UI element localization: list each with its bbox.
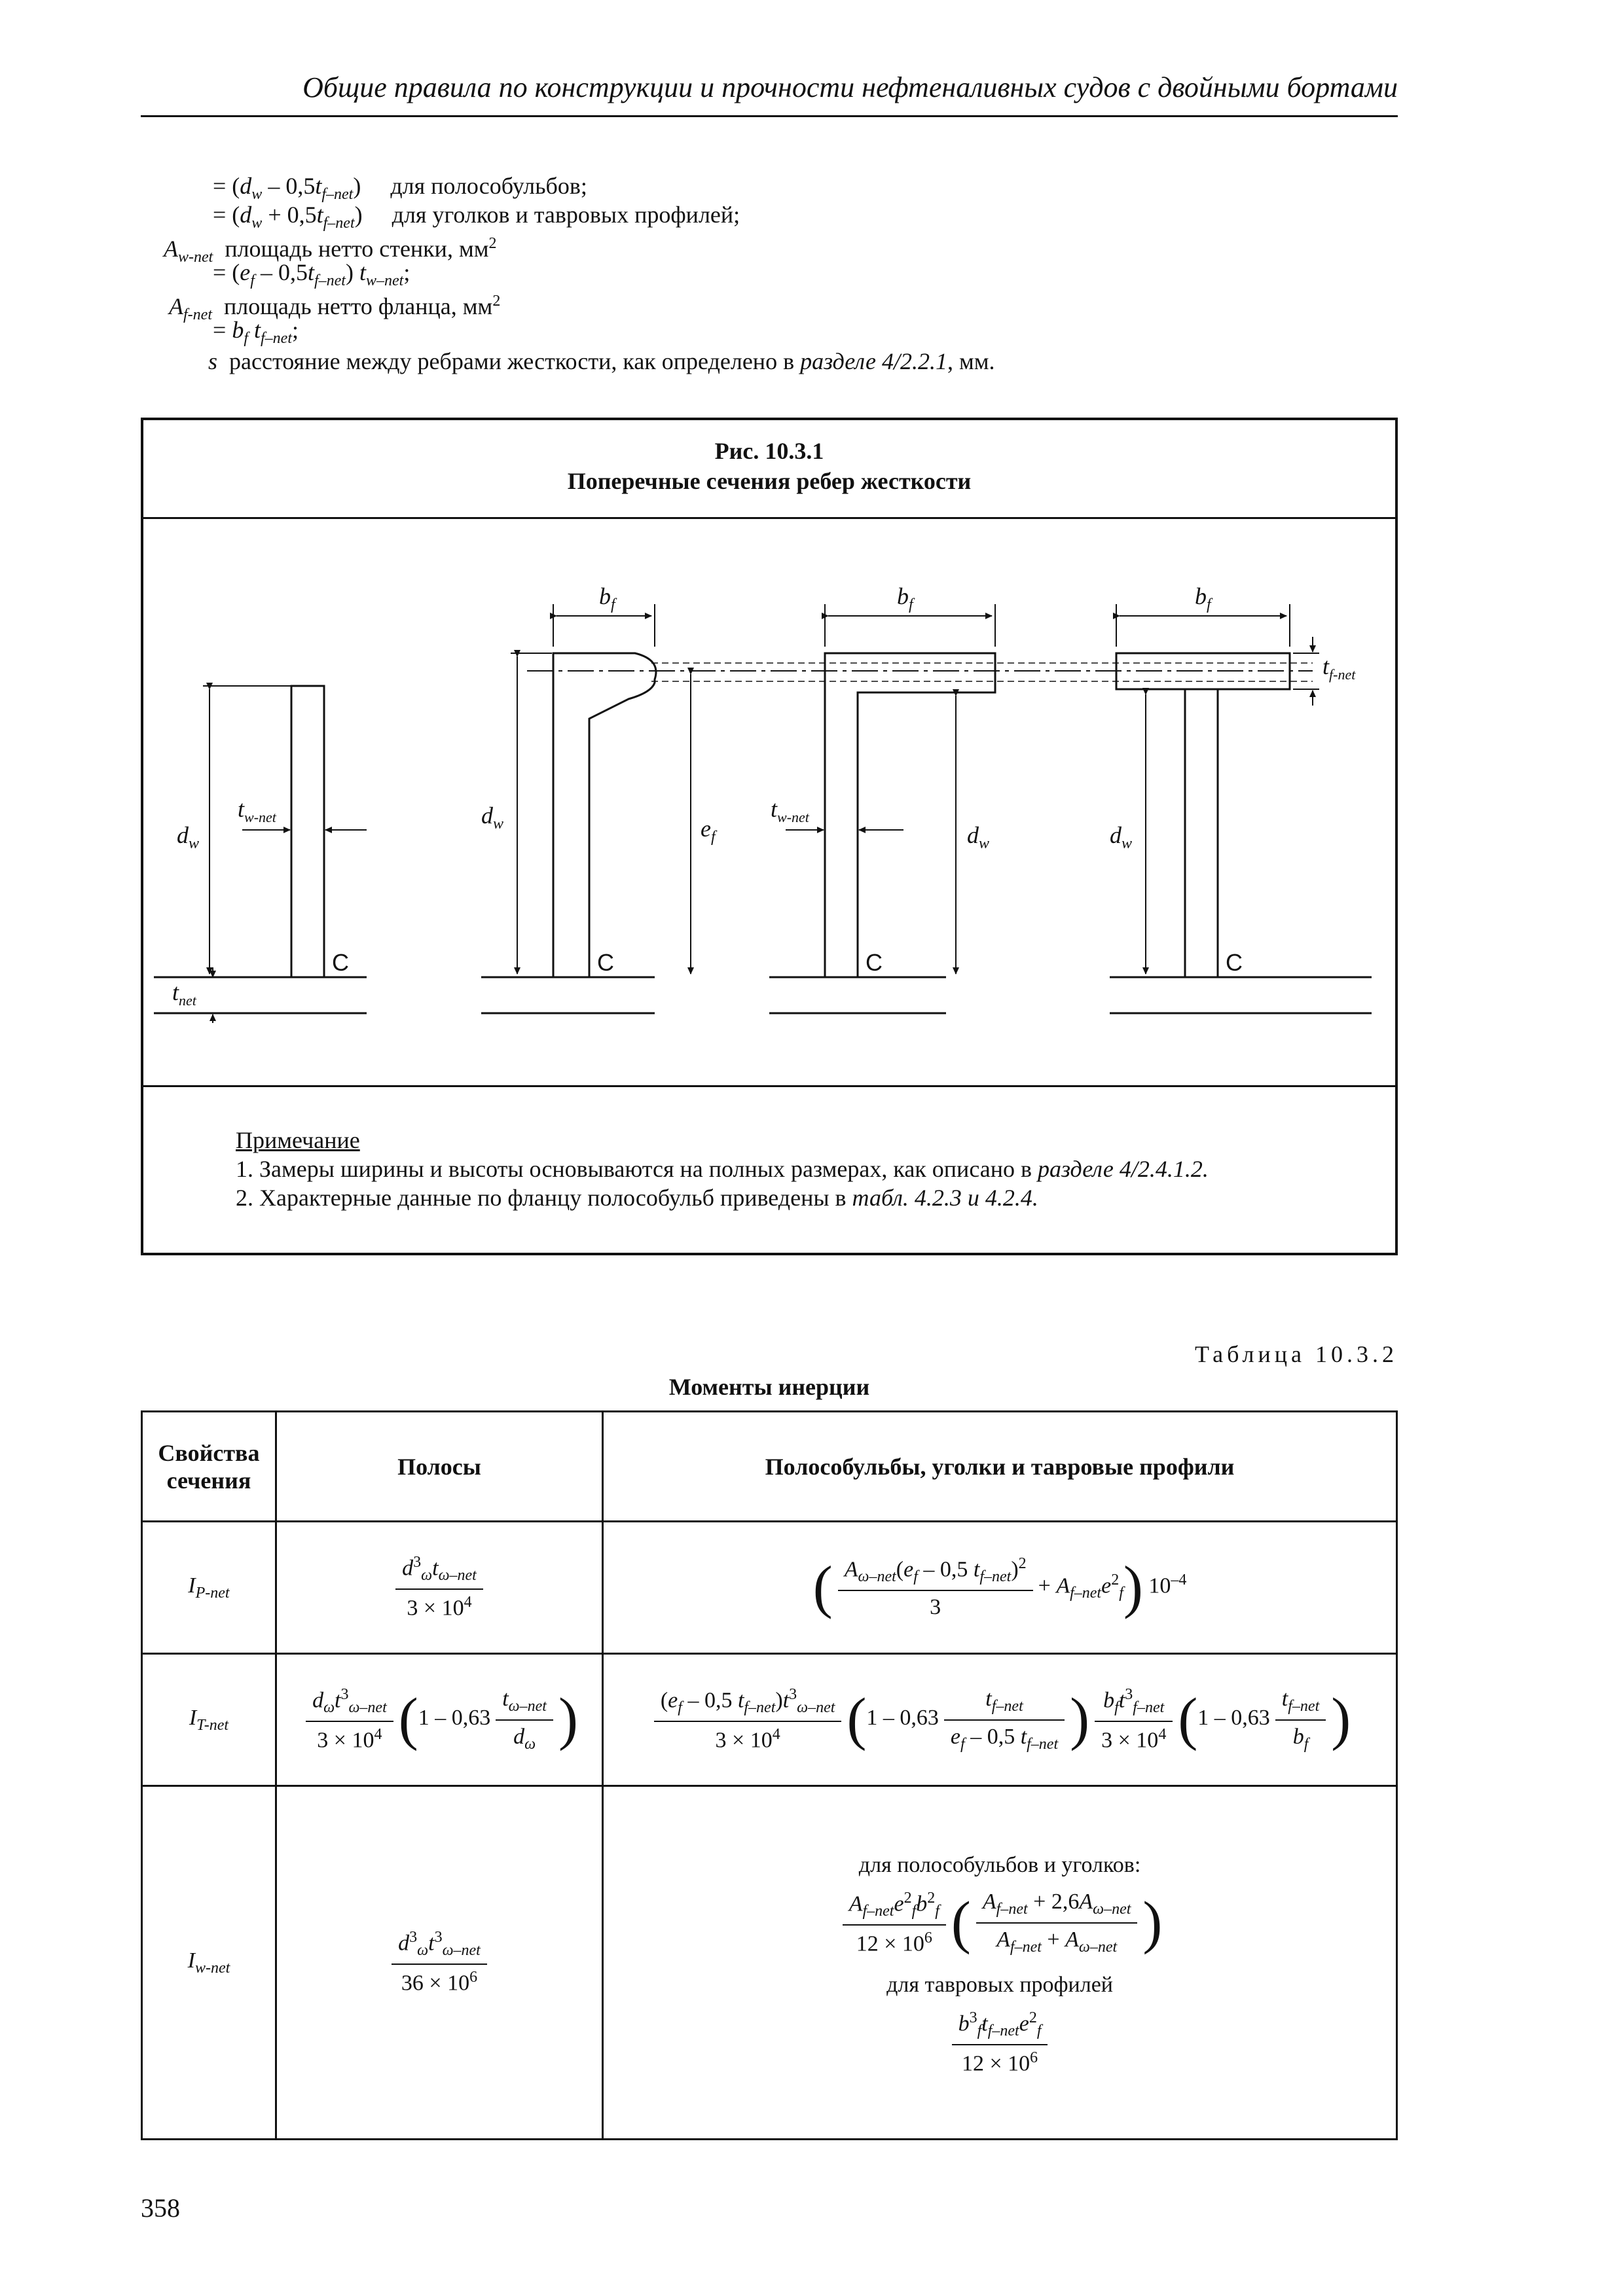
- formula-iw-profile: [603, 1786, 1397, 2140]
- label-tw-1: $t_{w-net}$: [238, 796, 276, 825]
- def-line-3: $A_{w-net}$ площадь нетто стенки, $мм^2$: [164, 235, 497, 266]
- def-line-2: = $(d_w + 0,5t_{f-net})$ для уголков и тавровых профилей;: [213, 202, 740, 232]
- label-dw-3: $d_w$: [967, 822, 990, 852]
- table-row: [142, 1654, 1397, 1786]
- formula-it-profile: $\frac{(e_f - 0,5 t_{f-net})t^3_{\omega-net}}{3 \times 10^4}$ (1 – 0,63 $\frac{t_{f-net}}{e_f - 0,5 t_{f-net}}$ ) $\frac{b_ft^3_{f-net}}{3 \times 10^4}$ (1 – 0,63 $\frac{t_{f-net}}{b_f}$ ): [603, 1654, 1397, 1786]
- formula-ip-strip: $\frac{d^3_\omega t_{\omega-net}}{3 \times 10^4}$: [276, 1522, 602, 1654]
- table-title: Моменты инерции: [668, 1374, 870, 1400]
- figure-title: Поперечные сечения ребер жесткости: [567, 468, 972, 494]
- label-dw-4: $d_w$: [1110, 822, 1133, 852]
- formula-ip-profile: ( $\frac{A_{\omega-net}(e_f - 0,5 t_{f-net})^2}{3}$ + $A_{f-net}e^2_f$) $10^{-4}$: [603, 1522, 1397, 1654]
- note-1: 1. Замеры ширины и высоты основываются на полных размерах, как описано в разделе 4/2.4.1.2.: [236, 1156, 1209, 1182]
- text-tee-profiles: для тавровых профилей: [886, 1972, 1113, 1997]
- table-row: [142, 1786, 1397, 2140]
- page-number: 358: [141, 2193, 180, 2223]
- note-heading: Примечание: [236, 1127, 360, 1153]
- def-line-6: = $b_f$ $t_{f-net}$;: [213, 317, 299, 348]
- label-dw-2: $d_w$: [481, 802, 504, 833]
- label-tnet: $t_{net}$: [172, 979, 196, 1009]
- label-ef: $e_f$: [701, 816, 716, 846]
- label-bf-2: $b_f$: [599, 583, 615, 613]
- header-rule: [141, 115, 1398, 117]
- figure-number: Рис. 10.3.1: [714, 438, 824, 464]
- formula-it-strip: $\frac{d_\omega t^3_{\omega-net}}{3 \times 10^4}$ (1 – 0,63 $\frac{t_{\omega-net}}{d_\omega}$ ): [276, 1654, 602, 1786]
- centerline-mark-3: C: [866, 949, 883, 976]
- formula-iw-tee: $\frac{b^3_ft_{f-net}e^2_f}{12 \times 10^6}$: [604, 2009, 1396, 2076]
- stiffener-sections-diagram: [141, 519, 1398, 1085]
- def-line-4: = $(e_f - 0,5t_{f-net})$ $t_{w-net}$;: [213, 259, 410, 290]
- def-line-5: $A_{f-net}$ площадь нетто фланца, $мм^2$: [169, 293, 501, 324]
- centerline-mark-4: C: [1226, 949, 1243, 976]
- centerline-mark-2: C: [597, 949, 614, 976]
- table-row: [142, 1522, 1397, 1654]
- note-2: 2. Характерные данные по фланцу полособульб приведены в табл. 4.2.3 и 4.2.4.: [236, 1185, 1038, 1211]
- prop-ip: $I_{P-net}$: [142, 1522, 276, 1654]
- figure-note-rule: [141, 1085, 1398, 1087]
- running-header: Общие правила по конструкции и прочности нефтеналивных судов с двойными бортами: [302, 71, 1398, 103]
- def-line-1: = $(d_w - 0,5t_{f-net})$ для полособульбов;: [213, 173, 587, 204]
- text-bulb-angles: для полособульбов и уголков:: [858, 1853, 1141, 1878]
- prop-iw: $I_{w-net}$: [142, 1786, 276, 2140]
- label-tw-3: $t_{w-net}$: [771, 796, 809, 825]
- moments-of-inertia-table: [141, 1410, 1398, 2140]
- bulb-flat-section: [481, 604, 691, 1013]
- header-strips: Полосы: [276, 1412, 602, 1522]
- label-bf-3: $b_f$: [897, 583, 913, 613]
- label-bf-4: $b_f$: [1195, 583, 1211, 613]
- table-header-row: [142, 1412, 1397, 1522]
- def-line-7: s расстояние между ребрами жесткости, как определено в разделе 4/2.2.1, мм.: [208, 348, 995, 374]
- label-tf: $t_{f-net}$: [1322, 653, 1356, 683]
- label-dw-1: $d_w$: [177, 822, 200, 852]
- header-profiles: Полособульбы, уголки и тавровые профили: [603, 1412, 1397, 1522]
- formula-iw-bulb: $\frac{A_{f-net}e^2_fb^2_f}{12 \times 10^6}$ ( $\frac{A_{f-net} + 2,6A_{\omega-net}}{A_{f-net} + A_{\omega-net}}$ ): [604, 1890, 1396, 1956]
- centerline-mark-1: C: [332, 949, 349, 976]
- table-label: Таблица 10.3.2: [1195, 1341, 1398, 1367]
- header-properties: Свойства сечения: [142, 1412, 276, 1522]
- formula-iw-strip: $\frac{d^3_\omega t^3_{\omega-net}}{36 \times 10^6}$: [276, 1786, 602, 2140]
- prop-it: $I_{T-net}$: [142, 1654, 276, 1786]
